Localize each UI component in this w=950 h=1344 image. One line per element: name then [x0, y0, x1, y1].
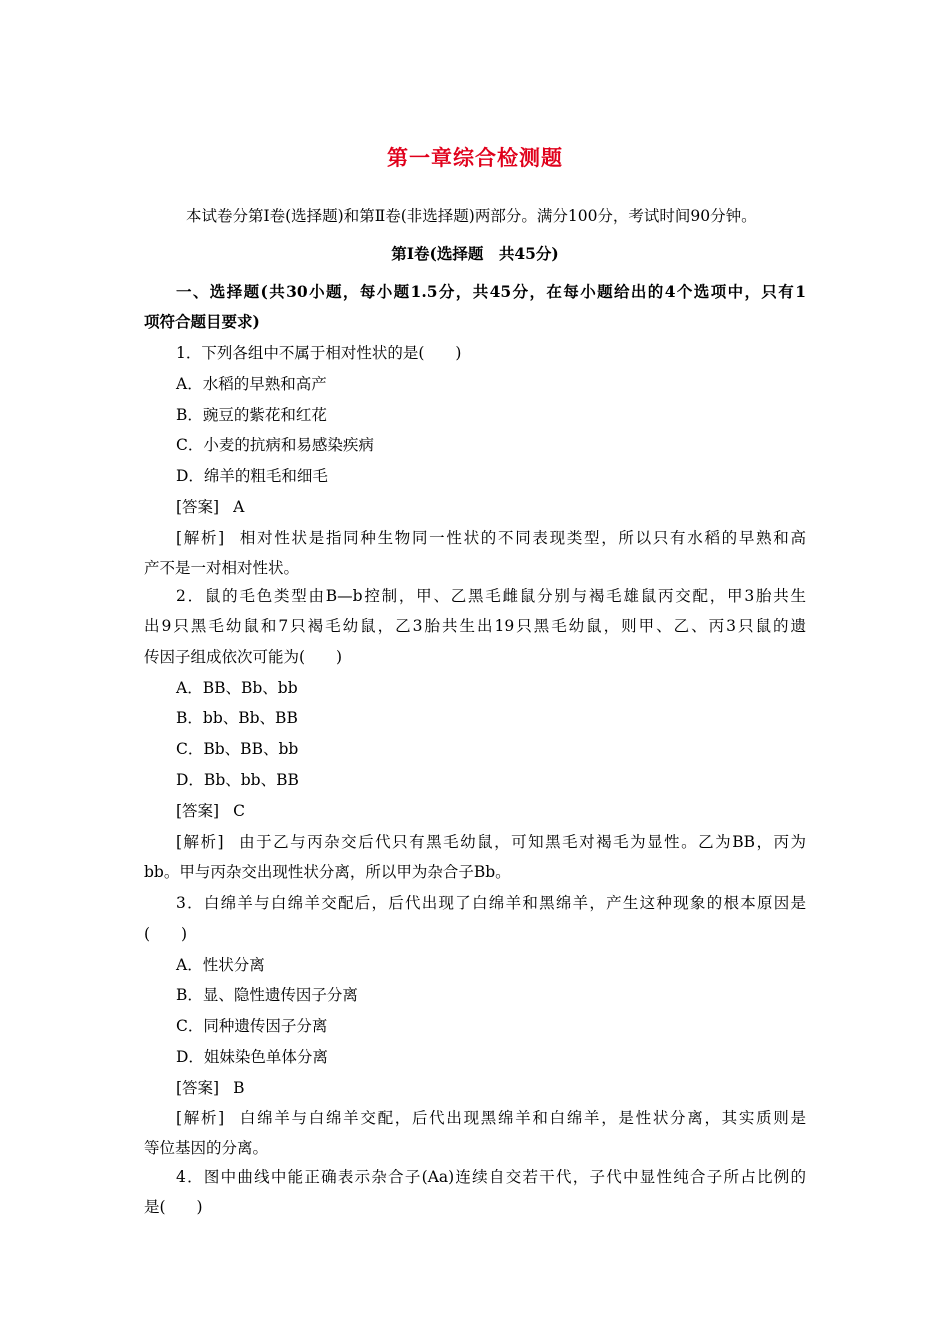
q2-stem-line-2: 出9只黑毛幼鼠和7只褐毛幼鼠，乙3胎共生出19只黑毛幼鼠，则甲、乙、丙3只鼠的遗 [144, 617, 806, 635]
q3-option-b: B．显、隐性遗传因子分离 [176, 986, 358, 1004]
q2-analysis-line-2: bb。甲与丙杂交出现性状分离，所以甲为杂合子Bb。 [144, 863, 511, 881]
q2-option-c: C．Bb、BB、bb [176, 740, 299, 758]
q1-option-c: C．小麦的抗病和易感染疾病 [176, 436, 374, 454]
answer-tag: [答案] [176, 1079, 220, 1097]
analysis-text: 由于乙与丙杂交后代只有黑毛幼鼠，可知黑毛对褐毛为显性。乙为BB，丙为 [237, 833, 806, 851]
q2-stem-line-3: 传因子组成依次可能为( ) [144, 648, 343, 666]
q3-option-d: D．姐妹染色单体分离 [176, 1048, 328, 1066]
analysis-tag: [解析] [176, 833, 224, 851]
exam-intro: 本试卷分第Ⅰ卷(选择题)和第Ⅱ卷(非选择题)两部分。满分100分，考试时间90分钟。 [186, 207, 757, 225]
q3-stem-line-1: 3．白绵羊与白绵羊交配后，后代出现了白绵羊和黑绵羊，产生这种现象的根本原因是 [176, 894, 806, 912]
answer-value: B [233, 1079, 245, 1097]
answer-value: A [233, 498, 245, 516]
q3-option-a: A．性状分离 [176, 956, 265, 974]
q1-stem: 1．下列各组中不属于相对性状的是( ) [176, 344, 462, 362]
q1-option-a: A．水稻的早熟和高产 [176, 375, 327, 393]
page-title: 第一章综合检测题 [387, 145, 563, 170]
q3-analysis-line-1 [176, 1107, 806, 1129]
answer-value: C [233, 802, 245, 820]
section-heading-line-2: 项符合题目要求) [144, 312, 260, 331]
volume-heading: 第Ⅰ卷(选择题 共45分) [391, 244, 559, 263]
q1-analysis-line-2: 产不是一对相对性状。 [144, 559, 300, 577]
q2-stem-line-1: 2．鼠的毛色类型由B—b控制，甲、乙黑毛雌鼠分别与褐毛雄鼠丙交配，甲3胎共生 [176, 587, 806, 605]
q2-option-b: B．bb、Bb、BB [176, 709, 298, 727]
q2-answer [176, 800, 806, 822]
q4-stem-line-2: 是( ) [144, 1198, 203, 1216]
q2-option-d: D．Bb、bb、BB [176, 771, 299, 789]
q1-option-b: B．豌豆的紫花和红花 [176, 406, 327, 424]
q1-answer [176, 496, 806, 518]
q4-stem-line-1: 4．图中曲线中能正确表示杂合子(Aa)连续自交若干代，子代中显性纯合子所占比例的 [176, 1168, 806, 1186]
answer-tag: [答案] [176, 498, 220, 516]
answer-tag: [答案] [176, 802, 220, 820]
analysis-tag: [解析] [176, 1109, 225, 1127]
q3-stem-line-2: ( ) [144, 925, 188, 943]
q3-answer [176, 1077, 806, 1099]
q1-analysis-line-1 [176, 527, 806, 549]
q3-analysis-line-2: 等位基因的分离。 [144, 1139, 269, 1157]
analysis-text: 白绵羊与白绵羊交配，后代出现黑绵羊和白绵羊，是性状分离，其实质则是 [238, 1109, 806, 1127]
q3-option-c: C．同种遗传因子分离 [176, 1017, 328, 1035]
analysis-text: 相对性状是指同种生物同一性状的不同表现类型，所以只有水稻的早熟和高 [238, 529, 806, 547]
q2-option-a: A．BB、Bb、bb [176, 679, 298, 697]
q1-option-d: D．绵羊的粗毛和细毛 [176, 467, 328, 485]
analysis-tag: [解析] [176, 529, 225, 547]
section-heading-line-1: 一、选择题(共30小题，每小题1.5分，共45分，在每小题给出的4个选项中，只有1 [176, 282, 806, 301]
q2-analysis-line-1 [176, 831, 806, 853]
